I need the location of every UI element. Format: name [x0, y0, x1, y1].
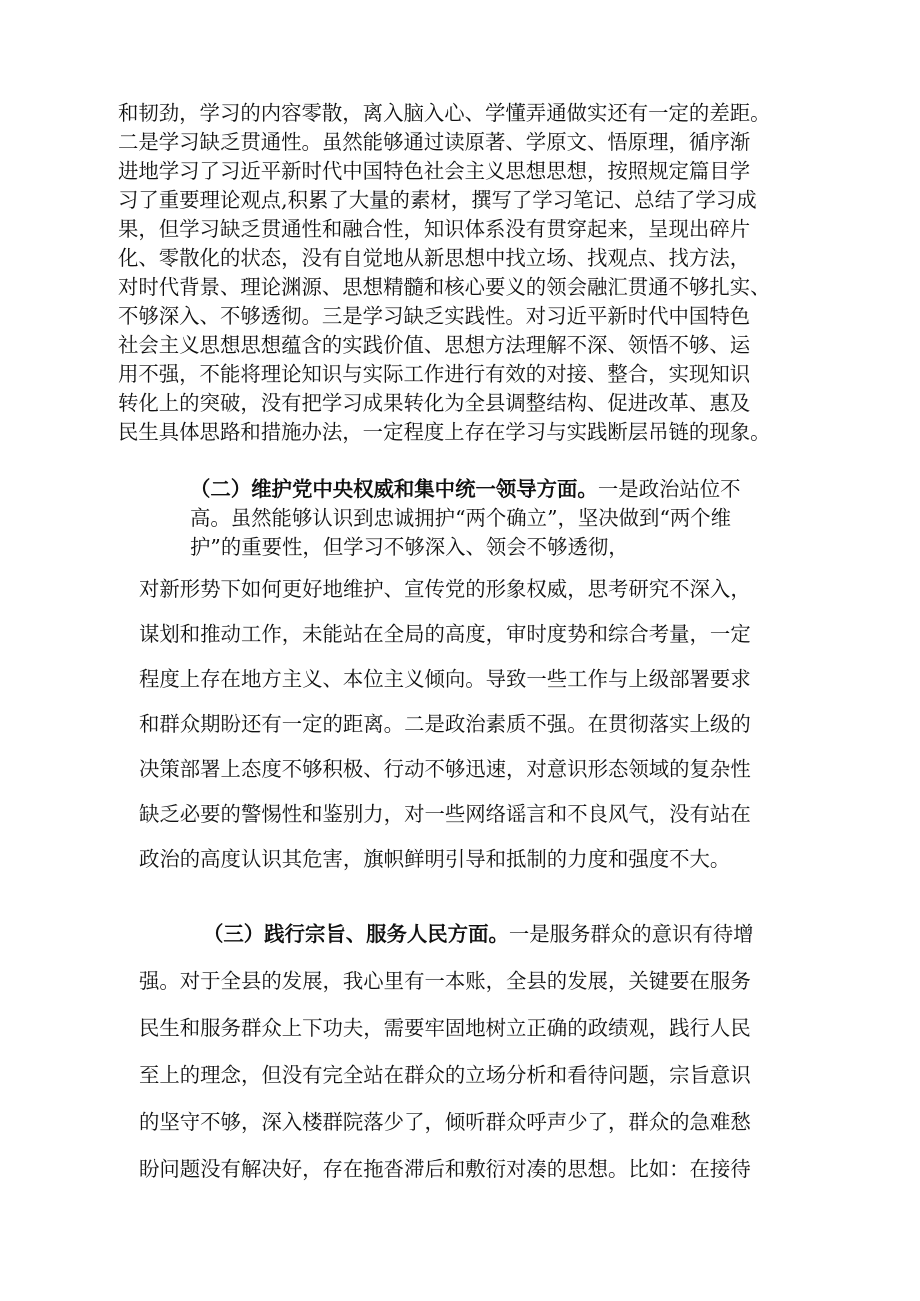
text-line: 习了重要理论观点,积累了大量的素材，撰写了学习笔记、总结了学习成	[118, 188, 757, 212]
text-line: 强。对于全县的发展，我心里有一本账，全县的发展，关键要在服务	[139, 969, 751, 993]
text-line: 民生和服务群众上下功夫，需要牢固地树立正确的政绩观，践行人民	[139, 1016, 751, 1040]
text-line: 不够深入、不够透彻。三是学习缺乏实践性。对习近平新时代中国特色	[118, 304, 751, 328]
text-line: 缺乏必要的警惕性和鉴别力，对一些网络谣言和不良风气，没有站在	[139, 802, 751, 826]
text-line: 二是学习缺乏贯通性。虽然能够通过读原著、学原文、悟原理，循序渐	[118, 130, 751, 154]
text-line: 转化上的突破，没有把学习成果转化为全县调整结构、促进改革、惠及	[118, 391, 751, 415]
text-line: 程度上存在地方主义、本位主义倾向。导致一些工作与上级部署要求	[139, 667, 751, 691]
text-line: 盼问题没有解决好，存在拖沓滞后和敷衍对凑的思想。比如：在接待	[139, 1157, 751, 1181]
text-line: 进地学习了习近平新时代中国特色社会主义思想思想，按照规定篇目学	[118, 159, 751, 183]
text-line: 对新形势下如何更好地维护、宣传党的形象权威，思考研究不深入，	[139, 577, 751, 601]
text-line: 社会主义思想思想蕴含的实践价值、思想方法理解不深、领悟不够、运	[118, 333, 751, 357]
text-line: 化、零散化的状态，没有自觉地从新思想中找立场、找观点、找方法，	[118, 246, 751, 270]
section3-heading: （三）践行宗旨、服务人民方面。	[203, 922, 509, 946]
text-line: 用不强，不能将理论知识与实际工作进行有效的对接、整合，实现知识	[118, 362, 751, 386]
text-line	[190, 477, 741, 501]
text-line: 至上的理念，但没有完全站在群众的立场分析和看待问题，宗旨意识	[139, 1063, 751, 1087]
text-line: 和韧劲，学习的内容零散，离入脑入心、学懂弄通做实还有一定的差距。	[118, 101, 771, 125]
text-line: 果，但学习缺乏贯通性和融合性，知识体系没有贯穿起来，呈现出碎片	[118, 217, 751, 241]
text-line: 和群众期盼还有一定的距离。二是政治素质不强。在贯彻落实上级的	[139, 712, 751, 736]
section2-heading: （二）维护党中央权威和集中统一领导方面。	[190, 477, 598, 501]
text-line: 决策部署上态度不够积极、行动不够迅速，对意识形态领域的复杂性	[139, 757, 751, 781]
text-line: 谋划和推动工作，未能站在全局的高度，审时度势和综合考量，一定	[139, 622, 751, 646]
text-line: 高。虽然能够认识到忠诚拥护“两个确立”，坚决做到“两个维	[190, 506, 732, 530]
text-line	[203, 922, 754, 946]
section2-first-line-rest: 一是政治站位不	[597, 477, 741, 501]
text-line: 护”的重要性，但学习不够深入、领会不够透彻，	[190, 535, 629, 559]
text-line: 政治的高度认识其危害，旗帜鲜明引导和抵制的力度和强度不大。	[139, 847, 731, 871]
section3-first-line-rest: 一是服务群众的意识有待增	[508, 922, 754, 946]
text-line: 民生具体思路和措施办法，一定程度上存在学习与实践断层吊链的现象。	[118, 420, 771, 444]
text-line: 对时代背景、理论渊源、思想精髓和核心要义的领会融汇贯通不够扎实、	[118, 275, 771, 299]
text-line: 的坚守不够，深入楼群院落少了，倾听群众呼声少了，群众的急难愁	[139, 1110, 751, 1134]
